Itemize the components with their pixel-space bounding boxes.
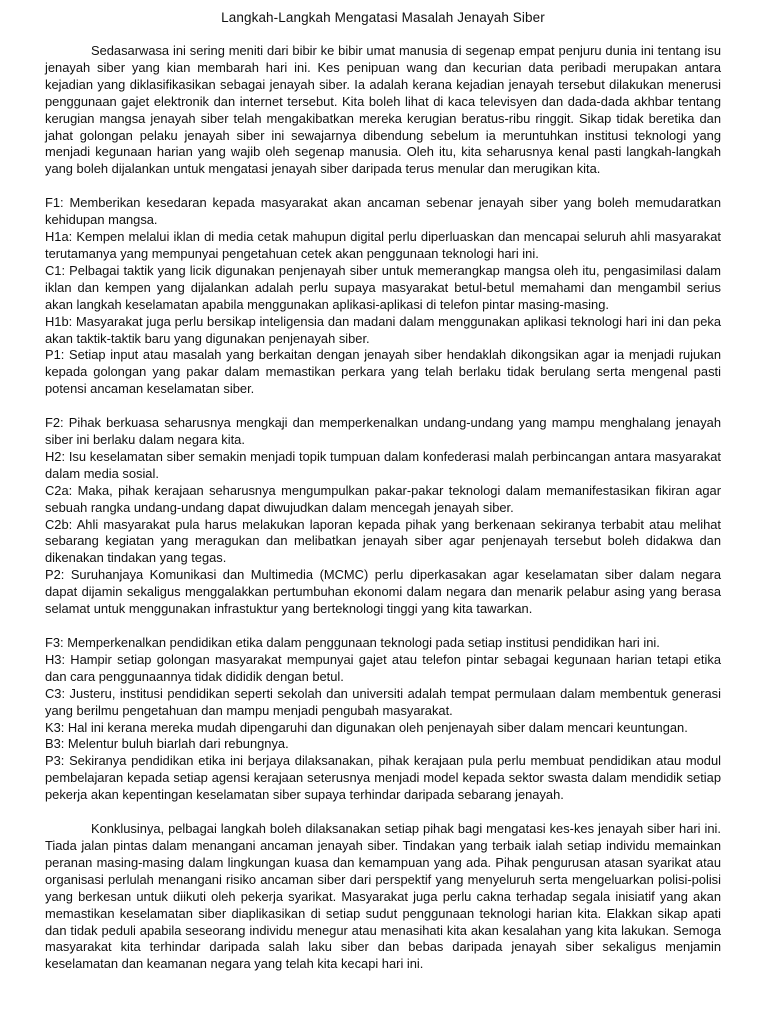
point-c2b: C2b: Ahli masyarakat pula harus melakukan laporan kepada pihak yang berkenaan sekiranya terbabit atau melihat sebarang kegiatan yang meragukan dan melibatkan jenayah siber agar penjenayah tersebut boleh didakwa dan dikenakan tindakan yang tegas. [45, 516, 721, 566]
point-c2a: C2a: Maka, pihak kerajaan seharusnya mengumpulkan pakar-pakar teknologi dalam memanifestasikan fikiran agar sebuah rangka undang-undang dapat diwujudkan dalam mencegah jenayah siber. [45, 482, 721, 515]
point-b3: B3: Melentur buluh biarlah dari rebungnya. [45, 736, 289, 752]
point-h1b: H1b: Masyarakat juga perlu bersikap inteligensia dan madani dalam menggunakan aplikasi teknologi hari ini dan peka akan taktik-taktik baru yang digunakan penjenayah siber. [45, 313, 721, 346]
point-h2: H2: Isu keselamatan siber semakin menjadi topik tumpuan dalam konfederasi malah perbincangan antara masyarakat dalam media sosial. [45, 448, 721, 481]
point-f2: F2: Pihak berkuasa seharusnya mengkaji dan memperkenalkan undang-undang yang mampu menghalang jenayah siber ini berlaku dalam negara kita. [45, 415, 721, 448]
section-3 [45, 635, 721, 804]
point-k3: K3: Hal ini kerana mereka mudah dipengaruhi dan digunakan oleh penjenayah siber dalam mencari keuntungan. [45, 719, 688, 735]
point-h3: H3: Hampir setiap golongan masyarakat mempunyai gajet atau telefon pintar sebagai kegunaan harian tetapi etika dan cara penggunaannya tidak dididik dengan betul. [45, 651, 721, 684]
point-p2: P2: Suruhanjaya Komunikasi dan Multimedia (MCMC) perlu diperkasakan agar keselamatan siber dalam negara dapat dijamin sekaligus menggalakkan pertumbuhan ekonomi dalam negara dan menarik pelabur asing yang berasa selamat untuk menggunakan infrastuktur yang berteknologi tinggi yang kita tawarkan. [45, 567, 721, 617]
point-h1a: H1a: Kempen melalui iklan di media cetak mahupun digital perlu diperluaskan dan mencapai seluruh ahli masyarakat terutamanya yang mempunyai pengetahuan cetek akan penggunaan teknologi hari ini. [45, 229, 721, 261]
point-p3: P3: Sekiranya pendidikan etika ini berjaya dilaksanakan, pihak kerajaan pula perlu membuat pendidikan atau modul pembelajaran kepada setiap agensi kerajaan seterusnya menjadi model kepada sektor swasta dalam mendidik setiap pekerja akan kepentingan keselamatan siber supaya terhindar daripada sebarang jenayah. [45, 753, 721, 803]
section-1 [45, 195, 721, 398]
conclusion-paragraph: Konklusinya, pelbagai langkah boleh dilaksanakan setiap pihak bagi mengatasi kes-kes jenayah siber hari ini. Tiada jalan pintas dalam menangani ancaman jenayah siber. Tindakan yang terbaik ialah setiap individu memainkan peranan masing-masing dalam lingkungan kuasa dan kemampuan yang ada. Pihak pengurusan atasan syarikat atau organisasi perlulah menangani risiko ancaman siber dari perspektif yang menyeluruh serta mengeluarkan polisi-polisi yang berkesan untuk diikuti oleh pekerja syarikat. Masyarakat juga perlu cakna terhadap segala inisiatif yang akan memastikan keselamatan siber diaplikasikan di setiap sudut penggunaan teknologi harian kita. Elakkan sikap apati dan tidak peduli apabila seseorang individu menegur atau menasihati kita akan kesalahan yang kita lakukan. Semoga masyarakat kita terhindar daripada salah laku siber dan bebas daripada jenayah siber sekaligus menjamin keselamatan dan keamanan negara yang telah kita kecapi hari ini. [45, 821, 721, 972]
section-2 [45, 415, 721, 618]
point-c3: C3: Justeru, institusi pendidikan seperti sekolah dan universiti adalah tempat permulaan dalam membentuk generasi yang berilmu pengetahuan dan mampu menjadi pengubah masyarakat. [45, 685, 721, 718]
point-c1: C1: Pelbagai taktik yang licik digunakan penjenayah siber untuk memerangkap mangsa oleh itu, pengasimilasi dalam iklan dan kempen yang dijalankan adalah perlu supaya masyarakat betul-betul memahami dan mengambil serius akan langkah keselamatan apabila menggunakan aplikasi-aplikasi di telefon pintar masing-masing. [45, 262, 721, 312]
document-page [45, 0, 721, 973]
point-f1: F1: Memberikan kesedaran kepada masyarakat akan ancaman sebenar jenayah siber yang boleh memudaratkan kehidupan mangsa. [45, 195, 721, 228]
point-f3: F3: Memperkenalkan pendidikan etika dalam penggunaan teknologi pada setiap institusi pendidikan hari ini. [45, 635, 660, 650]
point-p1: P1: Setiap input atau masalah yang berkaitan dengan jenayah siber hendaklah dikongsikan agar ia menjadi rujukan kepada golongan yang pakar dalam memastikan perkara yang telah berlaku tidak berulang serta mengenal pasti potensi ancaman keselamatan siber. [45, 347, 721, 397]
document-title: Langkah-Langkah Mengatasi Masalah Jenayah Siber [221, 10, 545, 25]
intro-paragraph: Sedasarwasa ini sering meniti dari bibir ke bibir umat manusia di segenap empat penjuru dunia ini tentang isu jenayah siber yang kian membarah hari ini. Kes penipuan wang dan kecurian data peribadi merupakan antara kejadian yang diklasifikasikan sebagai jenayah siber. Ia adalah kerana kejadian jenayah tersebut dilakukan menerusi penggunaan gajet elektronik dan internet tersebut. Kita boleh lihat di kaca televisyen dan dada-dada akhbar tentang kerugian mangsa jenayah siber telah mengakibatkan mereka kerugian beratus-ribu ringgit. Sikap tidak beretika dan jahat golongan pelaku jenayah siber ini sewajarnya dibendung sebelum ia meruntuhkan institusi teknologi yang menjadi kegunaan harian yang wajib oleh segenap manusia. Oleh itu, kita seharusnya kenal pasti langkah-langkah yang boleh dijalankan untuk mengatasi jenayah siber daripada terus menular dan merugikan kita. [45, 43, 721, 177]
